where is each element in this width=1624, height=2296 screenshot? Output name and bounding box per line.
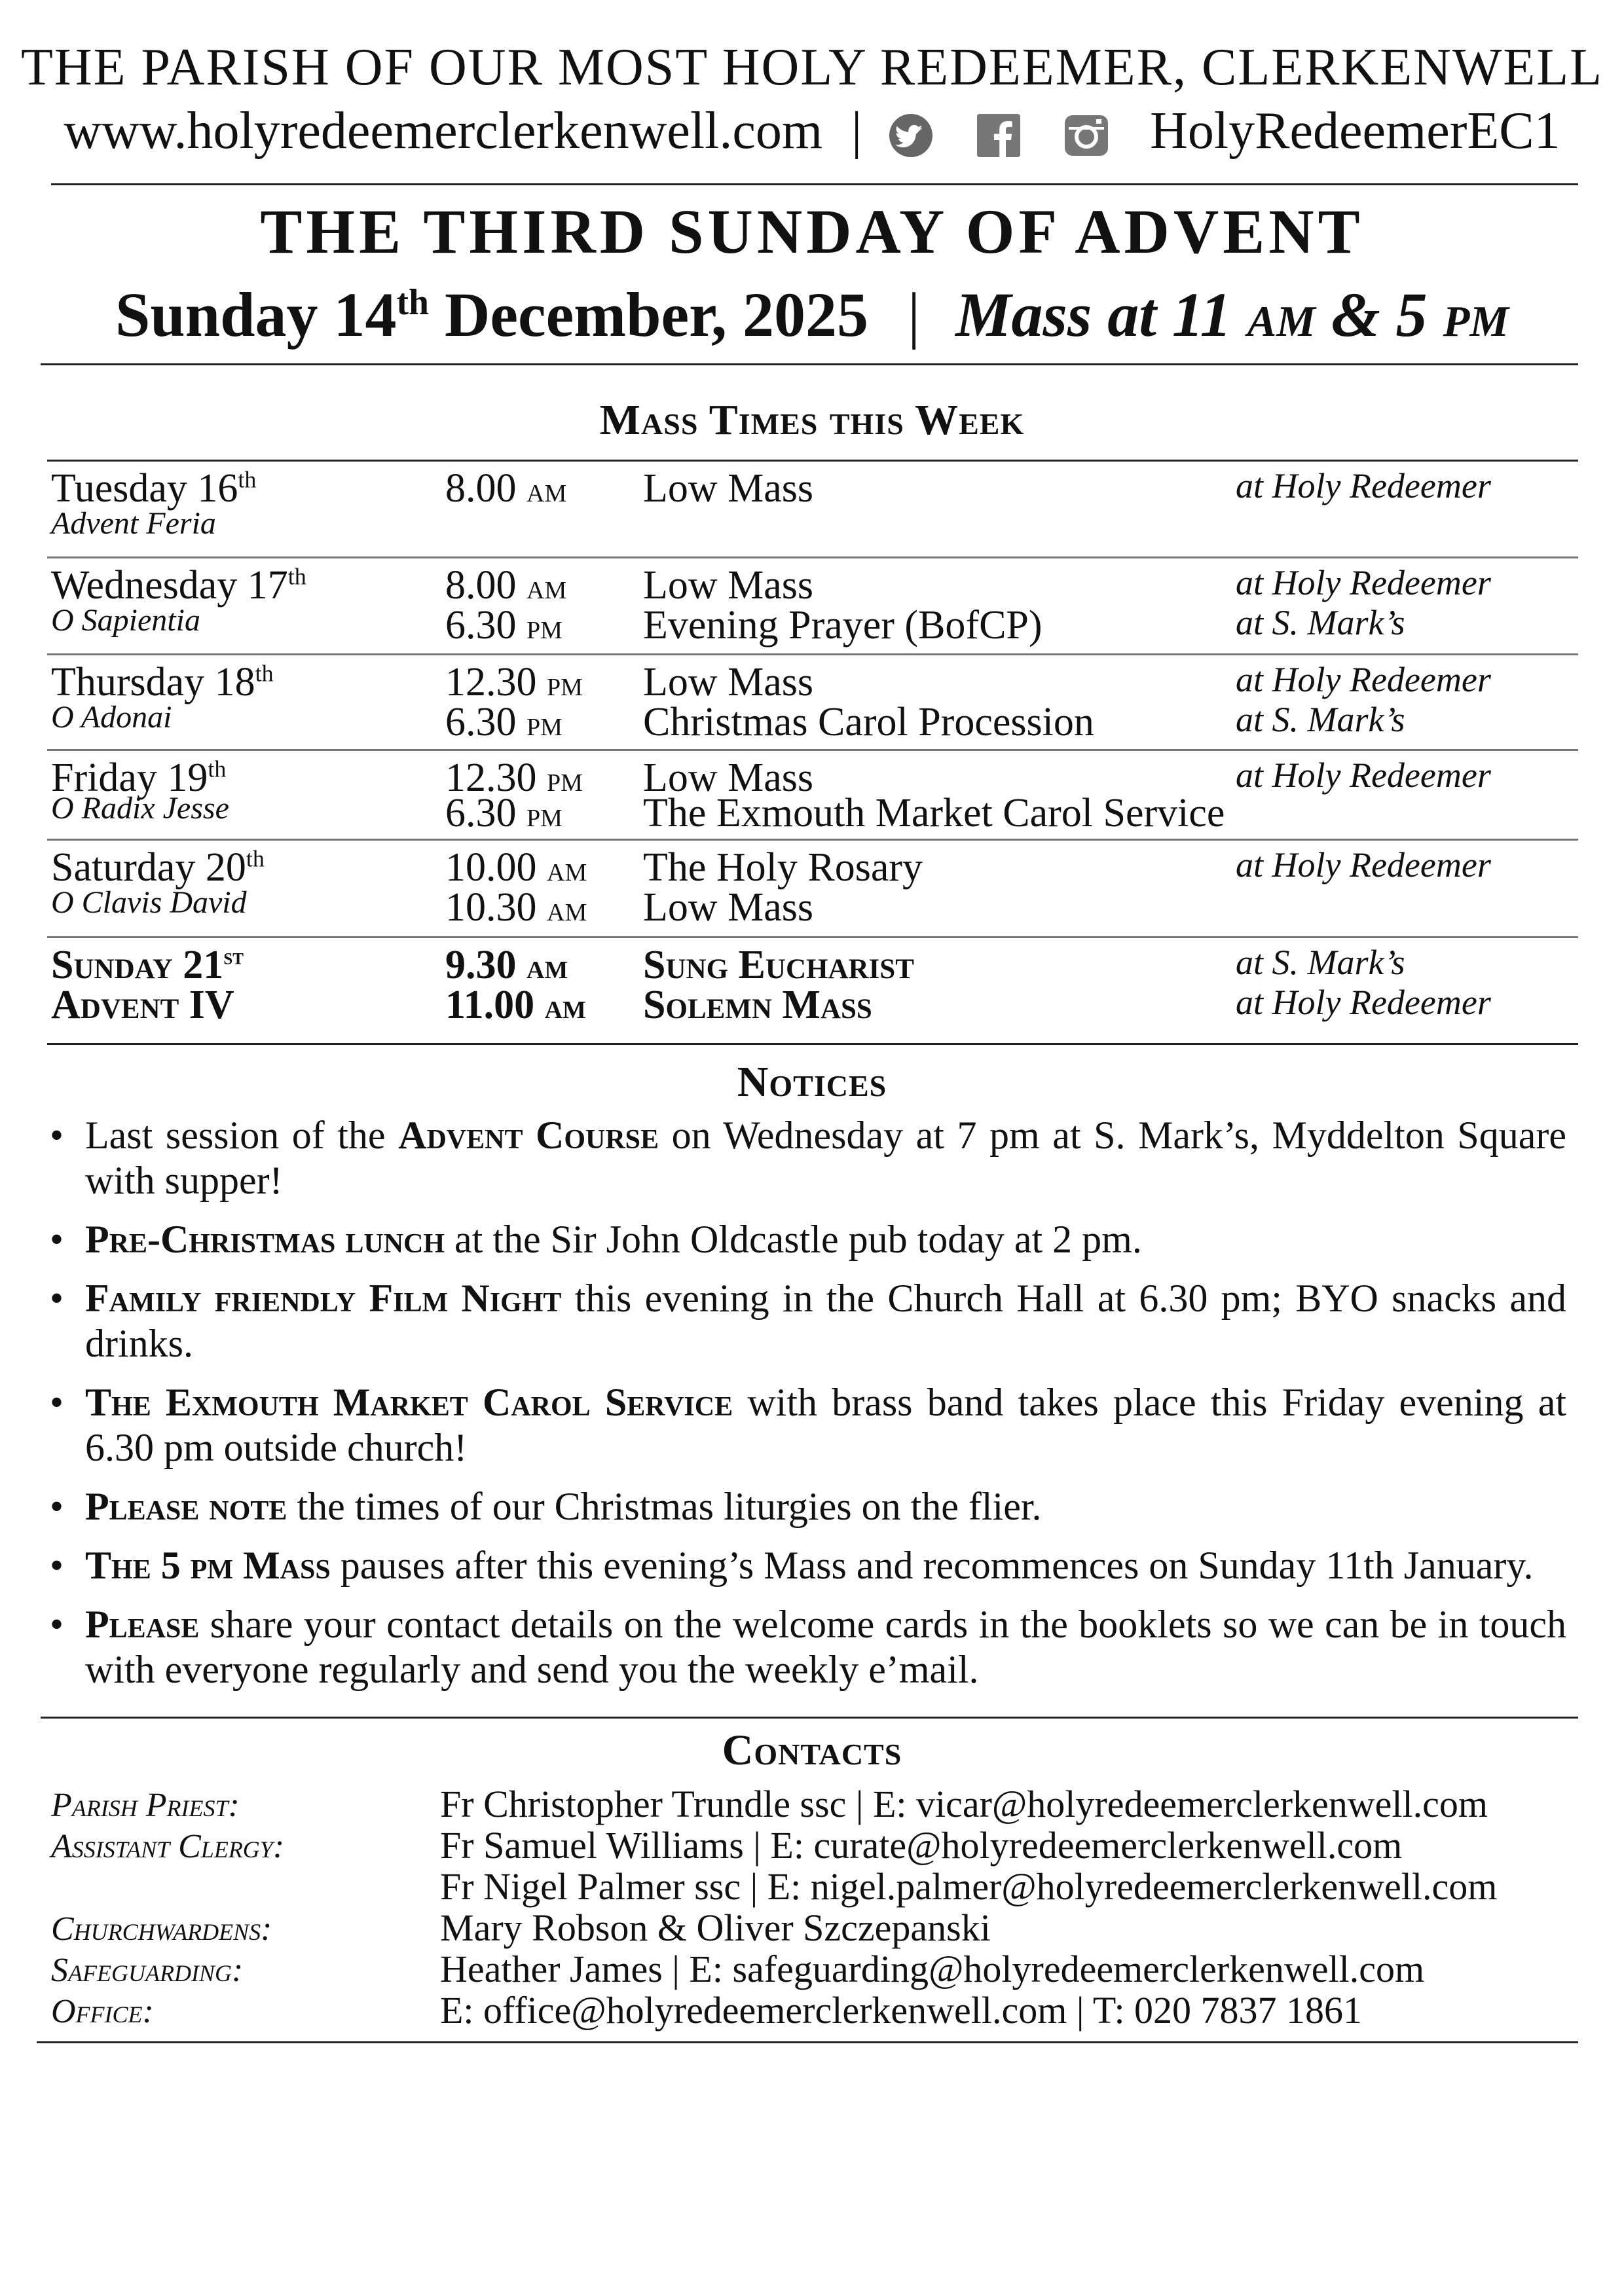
facebook-icon[interactable]: [974, 111, 1023, 160]
notice-item: • Family friendly Film Night this evening in the Church Hall at 6.30 pm; BYO snacks and drinks.: [50, 1277, 1566, 1365]
table-row: Thursday 18th 12.30 pm Low Mass at Holy Redeemer: [51, 660, 1491, 704]
table-row: O Adonai 6.30 pm Christmas Carol Procession at S. Mark’s: [51, 700, 1405, 744]
bullet: •: [50, 1603, 64, 1646]
contact-role: Office:: [51, 1993, 154, 2030]
day-block: [47, 653, 1578, 749]
contact-separator: |: [851, 102, 862, 160]
service-name: Christmas Carol Procession: [643, 700, 1094, 744]
service-location: at Holy Redeemer: [1236, 563, 1491, 602]
service-location: at Holy Redeemer: [1236, 983, 1491, 1022]
service-name: Low Mass: [643, 756, 814, 800]
service-time: 10.00: [445, 845, 537, 890]
service-location: at S. Mark’s: [1236, 603, 1405, 642]
service-name: Solemn Mass: [643, 983, 872, 1027]
bullet: •: [50, 1277, 64, 1320]
service-time: 6.30: [445, 700, 517, 744]
feast-label: Advent IV: [51, 983, 234, 1027]
day-block-sunday: [47, 936, 1578, 1034]
notices-bottom-rule: [41, 1717, 1578, 1719]
notice-item: • Last session of the Advent Course on Wednesday at 7 pm at S. Mark’s, Myddelton Square with supper!: [50, 1114, 1567, 1202]
bullet: •: [50, 1114, 64, 1157]
pm-label: pm: [1443, 280, 1509, 350]
table-bottom-rule: [47, 1043, 1578, 1045]
day-label: Thursday 18: [51, 660, 255, 704]
date-separator: |: [907, 280, 921, 350]
table-row: Saturday 20th 10.00 am The Holy Rosary at Holy Redeemer: [51, 845, 1491, 890]
feast-label: O Clavis David: [51, 885, 247, 920]
contact-row: [51, 1988, 1577, 2030]
table-row: O Clavis David 10.30 am Low Mass: [51, 885, 814, 930]
bullet: •: [50, 1381, 64, 1424]
notice-item: • Please share your contact details on the welcome cards in the booklets so we can be in touch with everyone regularly and send you the weekly e’mail.: [50, 1603, 1566, 1691]
contact-details[interactable]: Fr Samuel Williams | E: curate@holyredeemerclerkenwell.com: [440, 1824, 1403, 1867]
contact-line: [0, 101, 1624, 161]
day-block: [47, 460, 1578, 556]
contact-details[interactable]: Heather James | E: safeguarding@holyredeemerclerkenwell.com: [440, 1948, 1425, 1990]
table-row: Sunday 21st 9.30 am Sung Eucharist at S. Mark’s: [51, 943, 1405, 987]
service-name: The Holy Rosary: [643, 845, 923, 890]
contact-row: [51, 1865, 1577, 1906]
contact-details[interactable]: E: office@holyredeemerclerkenwell.com | T: 020 7837 1861: [440, 1989, 1363, 2032]
service-name: Low Mass: [643, 563, 814, 608]
mass-times-label: Mass at 11 am & 5 pm: [955, 280, 1509, 350]
bullet: •: [50, 1218, 64, 1261]
day-block: [47, 556, 1578, 653]
contact-role: Safeguarding:: [51, 1952, 244, 1989]
contact-details: Mary Robson & Oliver Szczepanski: [440, 1906, 991, 1949]
am-label: am: [1247, 280, 1316, 350]
contact-role: Parish Priest:: [51, 1787, 240, 1824]
feast-label: O Adonai: [51, 700, 172, 735]
service-time: 6.30: [445, 791, 517, 835]
instagram-icon[interactable]: [1062, 111, 1111, 160]
contact-role: Churchwardens:: [51, 1910, 272, 1948]
mass-times-table: [47, 460, 1578, 1034]
table-row: Wednesday 17th 8.00 am Low Mass at Holy Redeemer: [51, 563, 1491, 608]
contacts-heading: Contacts: [722, 1726, 902, 1774]
title-rule: [41, 363, 1578, 365]
date-line: [0, 278, 1624, 351]
day-block: [47, 749, 1578, 839]
header-rule: [51, 183, 1578, 185]
bullet: •: [50, 1485, 64, 1528]
service-time: 8.00: [445, 466, 517, 511]
contact-details[interactable]: Fr Nigel Palmer ssc | E: nigel.palmer@holyredeemerclerkenwell.com: [440, 1865, 1498, 1908]
contacts-list: [51, 1782, 1577, 2030]
twitter-icon[interactable]: [887, 111, 935, 160]
notice-item: • Pre-Christmas lunch at the Sir John Oldcastle pub today at 2 pm.: [50, 1218, 1142, 1261]
feast-title: THE THIRD SUNDAY OF ADVENT: [260, 196, 1364, 266]
bullet: •: [50, 1544, 64, 1587]
service-time: 9.30: [445, 943, 517, 987]
feast-label: O Sapientia: [51, 603, 200, 638]
service-name: Low Mass: [643, 660, 814, 704]
contact-row: [51, 1906, 1577, 1947]
day-label: Friday 19: [51, 756, 208, 800]
table-row: O Radix Jesse 6.30 pm The Exmouth Market Carol Service: [51, 791, 1225, 835]
service-name: Sung Eucharist: [643, 943, 914, 987]
mass-times-heading: Mass Times this Week: [599, 396, 1025, 444]
day-block: [47, 839, 1578, 936]
service-time: 6.30: [445, 603, 517, 647]
day-label: Sunday 21: [51, 943, 224, 987]
contacts-bottom-rule: [37, 2041, 1578, 2043]
service-name: Low Mass: [643, 885, 814, 930]
table-row: O Sapientia 6.30 pm Evening Prayer (BofCP) at S. Mark’s: [51, 603, 1405, 647]
table-row: [47, 505, 1578, 547]
day-label: Wednesday 17: [51, 563, 288, 608]
service-location: at S. Mark’s: [1236, 943, 1405, 982]
service-time: 12.30: [445, 660, 537, 704]
day-label: Tuesday 16: [51, 466, 238, 511]
parish-name: THE PARISH OF OUR MOST HOLY REDEEMER, CLERKENWELL: [21, 39, 1603, 96]
service-name: The Exmouth Market Carol Service: [643, 791, 1225, 835]
service-location: at S. Mark’s: [1236, 700, 1405, 739]
table-row: Friday 19th 12.30 pm Low Mass at Holy Redeemer: [51, 756, 1491, 800]
service-time: 11.00: [445, 983, 535, 1027]
table-row: Tuesday 16th 8.00 am Low Mass at Holy Redeemer: [51, 466, 1491, 511]
service-name: Low Mass: [643, 466, 814, 511]
date-rest: December, 2025: [429, 280, 868, 350]
feast-label: O Radix Jesse: [51, 791, 229, 826]
service-time: 12.30: [445, 756, 537, 800]
feast-label: Advent Feria: [51, 506, 216, 541]
table-row: Advent IV 11.00 am Solemn Mass at Holy Redeemer: [51, 983, 1491, 1027]
notices-heading: Notices: [737, 1058, 887, 1106]
service-location: at Holy Redeemer: [1236, 660, 1491, 699]
notice-item: • The Exmouth Market Carol Service with brass band takes place this Friday evening at 6.30 pm outside church!: [50, 1381, 1566, 1469]
social-handle: HolyRedeemerEC1: [1150, 102, 1560, 160]
service-location: at Holy Redeemer: [1236, 466, 1491, 505]
date-day: Sunday 14: [115, 280, 397, 350]
contact-details[interactable]: Fr Christopher Trundle ssc | E: vicar@holyredeemerclerkenwell.com: [440, 1783, 1488, 1825]
date-day-suffix: th: [396, 282, 430, 323]
contact-role: Assistant Clergy:: [51, 1828, 285, 1865]
service-time: 10.30: [445, 885, 537, 930]
notice-item: • The 5 pm Mass pauses after this evening’s Mass and recommences on Sunday 11th January.: [50, 1544, 1534, 1587]
notices-list: [47, 1113, 1566, 1706]
notice-item: • Please note the times of our Christmas liturgies on the flier.: [50, 1485, 1042, 1528]
day-label: Saturday 20: [51, 845, 246, 890]
service-name: Evening Prayer (BofCP): [643, 603, 1043, 647]
contact-row: [51, 1823, 1577, 1865]
service-time: 8.00: [445, 563, 517, 608]
contact-row: [51, 1782, 1577, 1823]
contact-row: [51, 1947, 1577, 1988]
service-location: at Holy Redeemer: [1236, 845, 1491, 884]
service-location: at Holy Redeemer: [1236, 756, 1491, 795]
website-link[interactable]: www.holyredeemerclerkenwell.com: [64, 102, 823, 160]
